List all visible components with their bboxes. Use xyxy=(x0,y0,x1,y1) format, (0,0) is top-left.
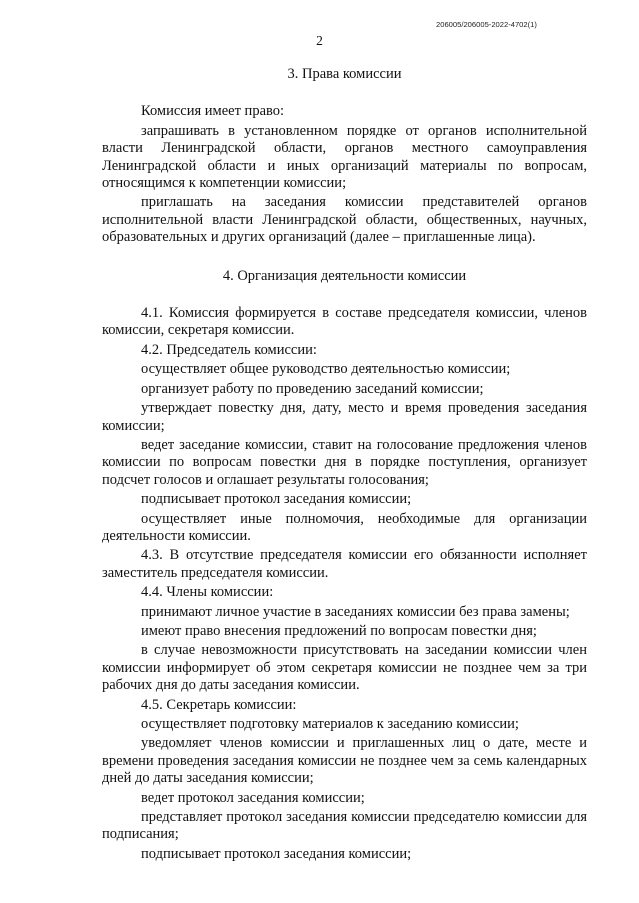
paragraph: представляет протокол заседания комиссии председателю комиссии для подписания; xyxy=(102,809,587,843)
paragraph: 4.5. Секретарь комиссии: xyxy=(141,696,297,713)
paragraph: подписывает протокол заседания комиссии; xyxy=(141,491,412,508)
paragraph: ведет заседание комиссии, ставит на голосование предложения членов комиссии по вопросам повестки дня в порядке поступления, организует подсчет голосов и оглашает результаты голосования; xyxy=(102,436,587,488)
paragraph: 4.4. Члены комиссии: xyxy=(141,584,274,601)
page-number: 2 xyxy=(316,33,323,48)
section-4-title: 4. Организация деятельности комиссии xyxy=(222,267,467,284)
document-registration-number: 206005/206005-2022-4702(1) xyxy=(436,20,537,29)
paragraph: подписывает протокол заседания комиссии; xyxy=(141,845,412,862)
paragraph: в случае невозможности присутствовать на заседании комиссии член комиссии информирует об этом секретаря комиссии не позднее чем за три рабочих дня до даты заседания комиссии. xyxy=(102,642,587,694)
paragraph: осуществляет подготовку материалов к заседанию комиссии; xyxy=(141,716,519,732)
paragraph: осуществляет иные полномочия, необходимые для организации деятельности комиссии. xyxy=(102,510,587,544)
paragraph: уведомляет членов комиссии и приглашенных лиц о дате, месте и времени проведения заседания комиссии не позднее чем за семь календарных дней до даты заседания комиссии; xyxy=(102,735,587,787)
paragraph: 4.2. Председатель комиссии: xyxy=(141,341,317,358)
paragraph: Комиссия имеет право: xyxy=(141,103,285,120)
section-4-body xyxy=(102,305,587,863)
document-body xyxy=(102,60,587,865)
paragraph: имеют право внесения предложений по вопросам повестки дня; xyxy=(141,622,537,639)
paragraph: 4.1. Комиссия формируется в составе председателя комиссии, членов комиссии, секретаря комиссии. xyxy=(102,305,587,339)
paragraph: осуществляет общее руководство деятельностью комиссии; xyxy=(141,361,511,378)
paragraph: приглашать на заседания комиссии представителей органов исполнительной власти Ленинградской области, общественных, научных, образовательных и других организаций (далее – приглашенные лица). xyxy=(102,194,587,246)
paragraph: принимают личное участие в заседаниях комиссии без права замены; xyxy=(141,603,570,620)
section-3-body xyxy=(102,103,587,246)
paragraph: ведет протокол заседания комиссии; xyxy=(141,789,365,806)
paragraph: организует работу по проведению заседаний комиссии; xyxy=(141,380,484,397)
paragraph: утверждает повестку дня, дату, место и время проведения заседания комиссии; xyxy=(102,400,587,434)
paragraph: 4.3. В отсутствие председателя комиссии его обязанности исполняет заместитель председателя комиссии. xyxy=(102,547,587,581)
section-3-title: 3. Права комиссии xyxy=(287,66,402,82)
paragraph: запрашивать в установленном порядке от органов исполнительной власти Ленинградской области, органов местного самоуправления Ленинградской области и иных организаций материалы по вопросам, относящимся к компетенции комиссии; xyxy=(102,122,587,192)
